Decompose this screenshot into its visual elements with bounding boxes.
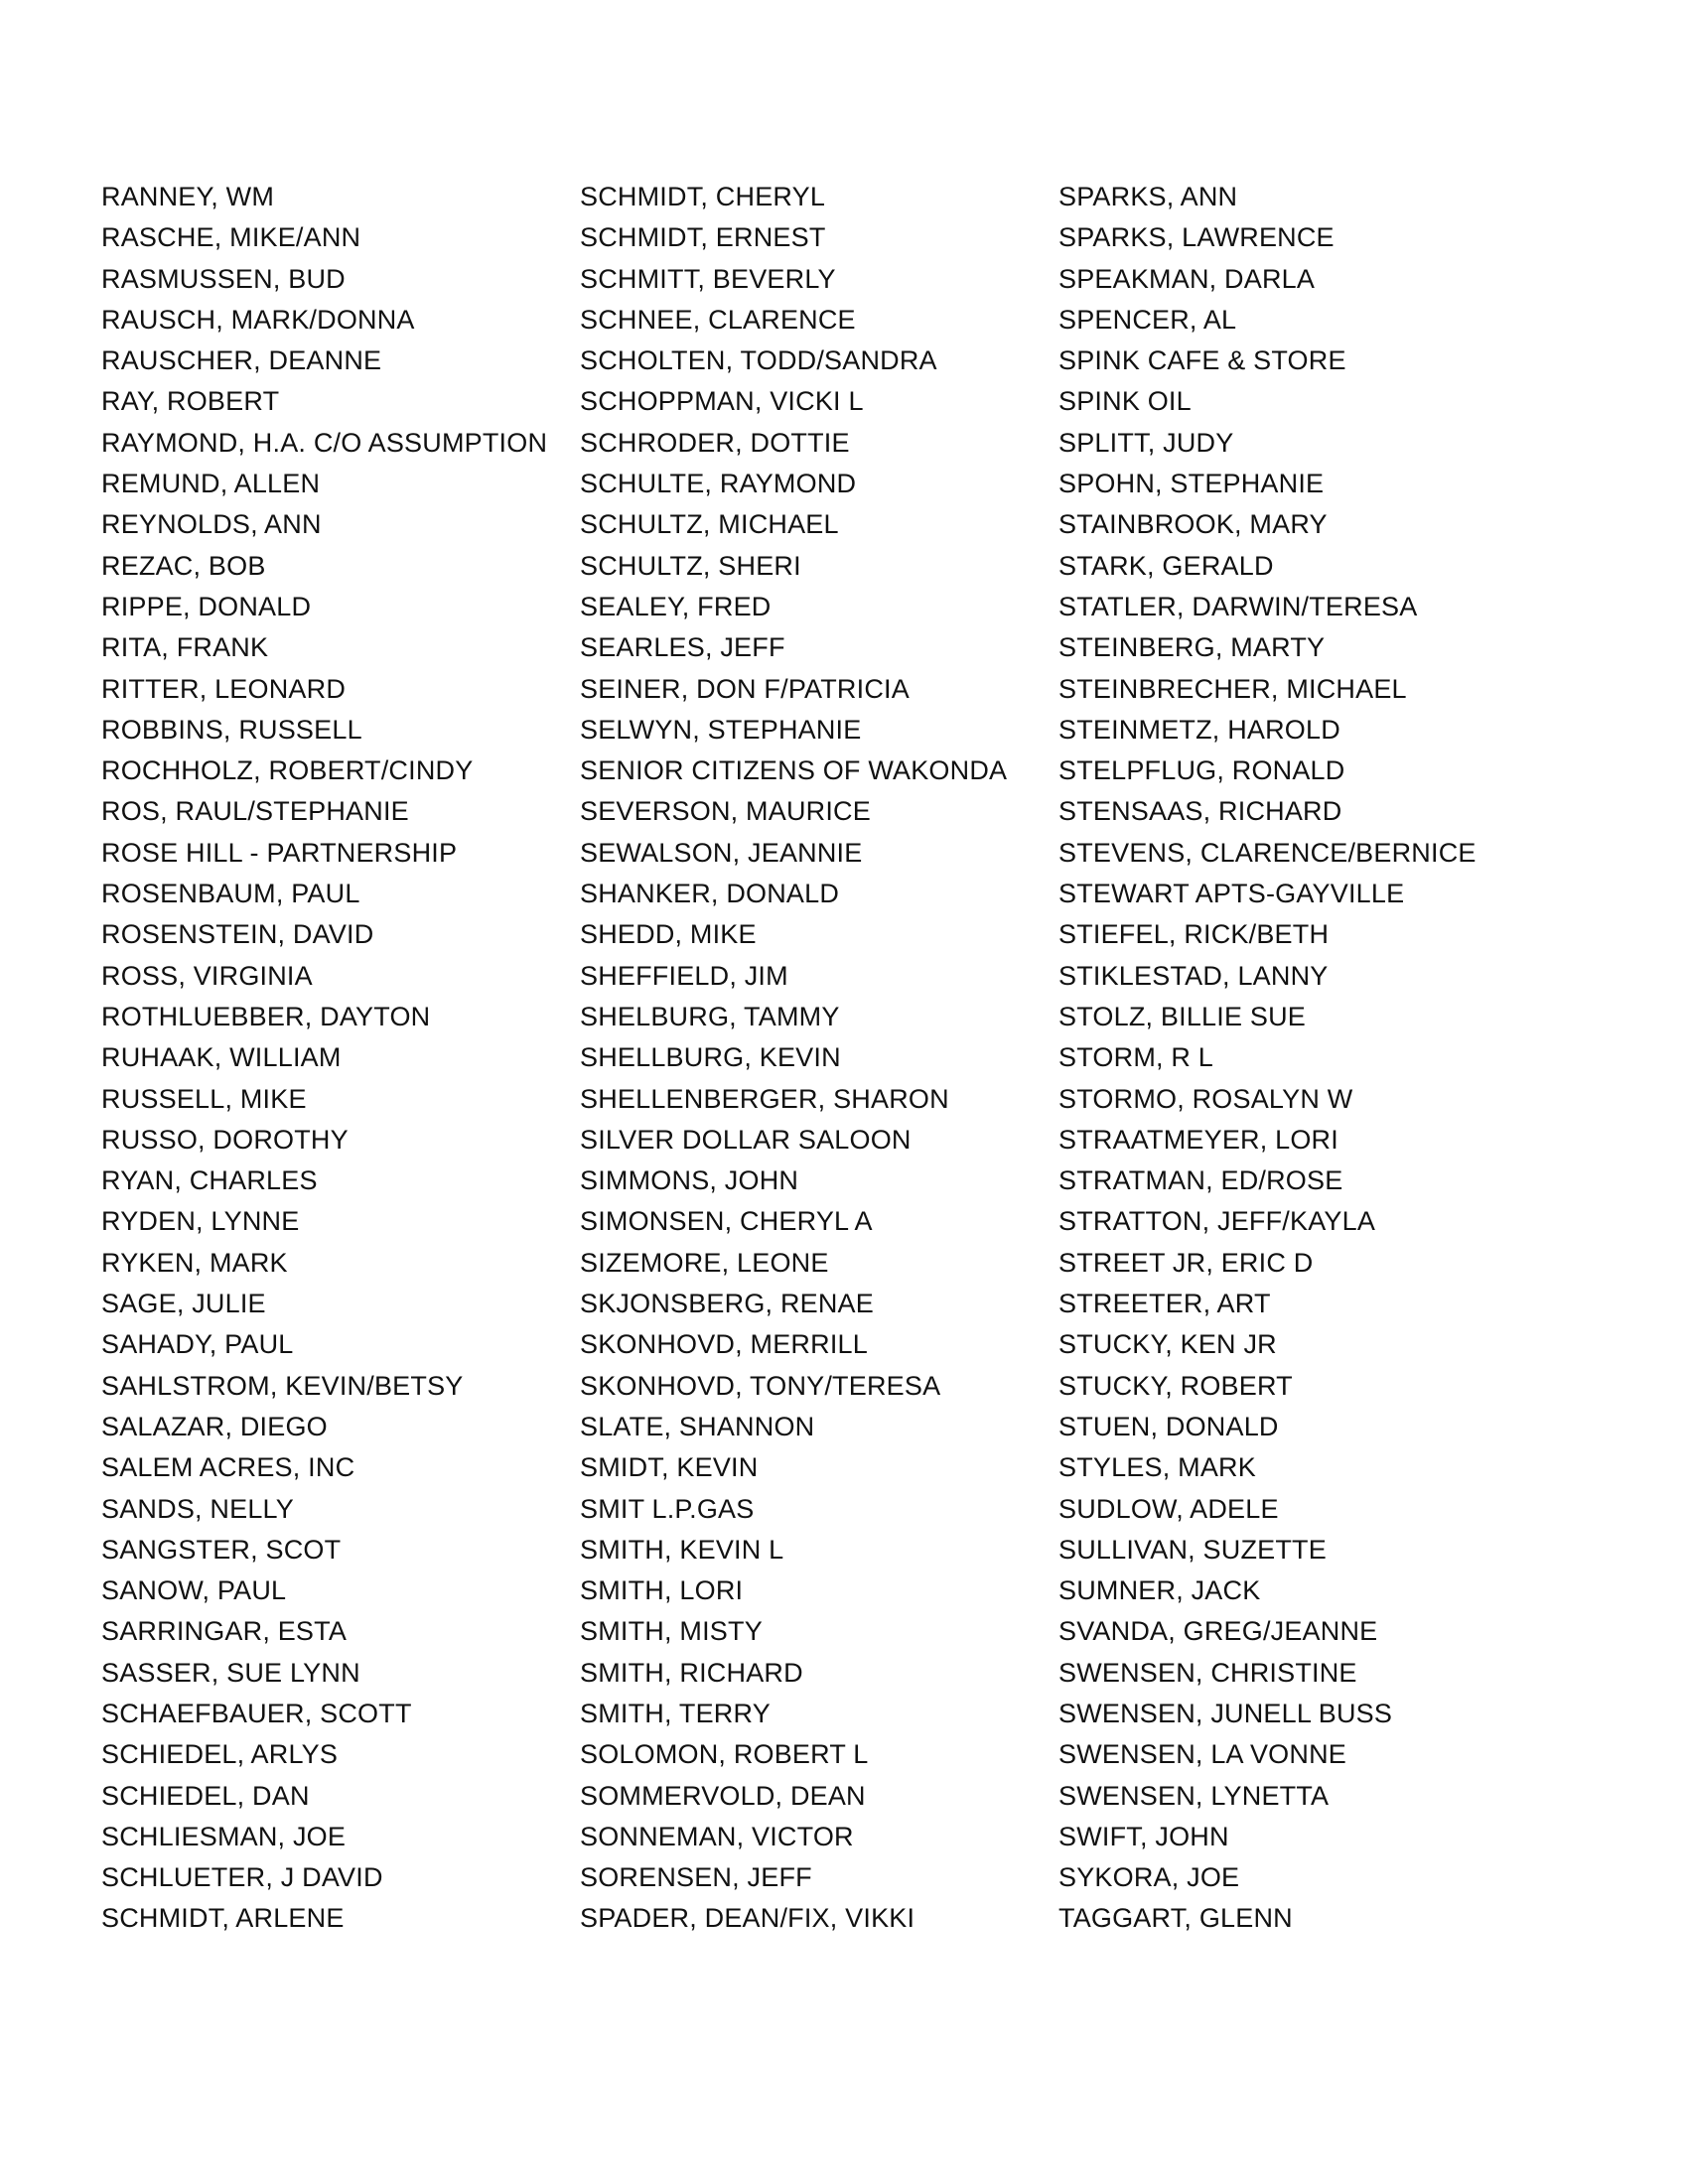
name-entry: SUMNER, JACK bbox=[1058, 1575, 1261, 1606]
name-entry: RAUSCH, MARK/DONNA bbox=[101, 304, 415, 335]
name-entry: SWENSEN, LA VONNE bbox=[1058, 1739, 1346, 1770]
name-entry: SMIDT, KEVIN bbox=[580, 1452, 759, 1483]
name-entry: ROSS, VIRGINIA bbox=[101, 960, 313, 991]
name-entry: REYNOLDS, ANN bbox=[101, 509, 322, 540]
name-entry: SOLOMON, ROBERT L bbox=[580, 1739, 869, 1770]
name-entry: RYKEN, MARK bbox=[101, 1247, 288, 1278]
name-entry: SASSER, SUE LYNN bbox=[101, 1657, 360, 1688]
name-entry: SALAZAR, DIEGO bbox=[101, 1411, 328, 1441]
name-entry: STIKLESTAD, LANNY bbox=[1058, 960, 1329, 991]
name-entry: STENSAAS, RICHARD bbox=[1058, 796, 1342, 827]
name-entry: SILVER DOLLAR SALOON bbox=[580, 1124, 912, 1155]
name-entry: RAYMOND, H.A. C/O ASSUMPTION bbox=[101, 427, 548, 458]
name-entry: SPINK CAFE & STORE bbox=[1058, 345, 1346, 376]
name-entry: SMITH, LORI bbox=[580, 1575, 744, 1606]
name-entry: SMITH, RICHARD bbox=[580, 1657, 803, 1688]
name-entry: SVANDA, GREG/JEANNE bbox=[1058, 1616, 1378, 1647]
name-entry: RIPPE, DONALD bbox=[101, 591, 312, 621]
name-entry: SEVERSON, MAURICE bbox=[580, 796, 871, 827]
name-entry: SARRINGAR, ESTA bbox=[101, 1616, 348, 1647]
name-entry: SPLITT, JUDY bbox=[1058, 427, 1234, 458]
name-entry: SCHMIDT, ERNEST bbox=[580, 222, 826, 253]
name-entry: SANGSTER, SCOT bbox=[101, 1534, 342, 1565]
name-entry: RASCHE, MIKE/ANN bbox=[101, 222, 361, 253]
name-entry: STAINBROOK, MARY bbox=[1058, 509, 1328, 540]
name-entry: STEWART APTS-GAYVILLE bbox=[1058, 879, 1405, 909]
name-entry: SPADER, DEAN/FIX, VIKKI bbox=[580, 1903, 915, 1934]
name-entry: ROSE HILL - PARTNERSHIP bbox=[101, 837, 458, 868]
name-entry: ROCHHOLZ, ROBERT/CINDY bbox=[101, 755, 474, 786]
name-entry: RAY, ROBERT bbox=[101, 386, 280, 417]
name-entry: SCHMIDT, CHERYL bbox=[580, 182, 826, 211]
name-entry: RUSSO, DOROTHY bbox=[101, 1124, 349, 1155]
name-entry: SEARLES, JEFF bbox=[580, 632, 785, 663]
name-entry: SCHULTE, RAYMOND bbox=[580, 469, 857, 499]
name-entry: SPINK OIL bbox=[1058, 386, 1192, 417]
name-entry: STEINMETZ, HAROLD bbox=[1058, 714, 1340, 745]
name-entry: STARK, GERALD bbox=[1058, 550, 1274, 581]
name-entry: SKJONSBERG, RENAE bbox=[580, 1289, 874, 1319]
name-entry: SULLIVAN, SUZETTE bbox=[1058, 1534, 1327, 1565]
name-entry: SAHADY, PAUL bbox=[101, 1329, 294, 1360]
name-entry: SELWYN, STEPHANIE bbox=[580, 714, 862, 745]
name-entry: SCHULTZ, SHERI bbox=[580, 550, 801, 581]
name-entry: SALEM ACRES, INC bbox=[101, 1452, 355, 1483]
name-entry: SHEFFIELD, JIM bbox=[580, 960, 788, 991]
name-entry: SKONHOVD, TONY/TERESA bbox=[580, 1370, 941, 1401]
name-entry: RYAN, CHARLES bbox=[101, 1165, 318, 1196]
name-entry: SANOW, PAUL bbox=[101, 1575, 287, 1606]
name-entry: SPEAKMAN, DARLA bbox=[1058, 263, 1316, 294]
name-entry: SIMMONS, JOHN bbox=[580, 1165, 799, 1196]
name-entry: SMITH, KEVIN L bbox=[580, 1534, 784, 1565]
name-entry: SENIOR CITIZENS OF WAKONDA bbox=[580, 755, 1008, 786]
name-entry: SKONHOVD, MERRILL bbox=[580, 1329, 868, 1360]
name-entry: SWENSEN, CHRISTINE bbox=[1058, 1657, 1357, 1688]
name-entry: SCHULTZ, MICHAEL bbox=[580, 509, 839, 540]
name-entry: SHANKER, DONALD bbox=[580, 879, 840, 909]
name-entry: SCHNEE, CLARENCE bbox=[580, 304, 856, 335]
name-entry: SHELLBURG, KEVIN bbox=[580, 1042, 841, 1073]
name-entry: SOMMERVOLD, DEAN bbox=[580, 1780, 866, 1811]
name-entry: ROTHLUEBBER, DAYTON bbox=[101, 1001, 431, 1031]
name-entry: STREETER, ART bbox=[1058, 1289, 1271, 1319]
name-entry: SAHLSTROM, KEVIN/BETSY bbox=[101, 1370, 464, 1401]
name-entry: SCHLUETER, J DAVID bbox=[101, 1862, 383, 1893]
name-entry: STEINBRECHER, MICHAEL bbox=[1058, 673, 1407, 704]
name-entry: STYLES, MARK bbox=[1058, 1452, 1256, 1483]
name-entry: RITA, FRANK bbox=[101, 632, 269, 663]
name-entry: STOLZ, BILLIE SUE bbox=[1058, 1001, 1306, 1031]
name-entry: STRATMAN, ED/ROSE bbox=[1058, 1165, 1343, 1196]
name-entry: ROSENBAUM, PAUL bbox=[101, 879, 360, 909]
name-entry: SUDLOW, ADELE bbox=[1058, 1493, 1279, 1524]
name-entry: SCHMIDT, ARLENE bbox=[101, 1903, 345, 1934]
name-entry: SCHOLTEN, TODD/SANDRA bbox=[580, 345, 937, 376]
name-column-2 bbox=[580, 177, 1047, 1940]
name-entry: STUCKY, ROBERT bbox=[1058, 1370, 1293, 1401]
name-entry: SWIFT, JOHN bbox=[1058, 1821, 1229, 1851]
name-entry: SEWALSON, JEANNIE bbox=[580, 837, 863, 868]
name-entry: STELPFLUG, RONALD bbox=[1058, 755, 1345, 786]
name-entry: SHELBURG, TAMMY bbox=[580, 1001, 840, 1031]
name-entry: SCHMITT, BEVERLY bbox=[580, 263, 836, 294]
name-entry: SCHIEDEL, ARLYS bbox=[101, 1739, 339, 1770]
name-entry: STORMO, ROSALYN W bbox=[1058, 1083, 1353, 1114]
name-entry: SHELLENBERGER, SHARON bbox=[580, 1083, 949, 1114]
name-entry: STREET JR, ERIC D bbox=[1058, 1247, 1314, 1278]
name-entry: RAUSCHER, DEANNE bbox=[101, 345, 382, 376]
name-entry: SPARKS, LAWRENCE bbox=[1058, 222, 1335, 253]
name-entry: RITTER, LEONARD bbox=[101, 673, 347, 704]
name-entry: REMUND, ALLEN bbox=[101, 469, 321, 499]
name-entry: RASMUSSEN, BUD bbox=[101, 263, 346, 294]
name-entry: TAGGART, GLENN bbox=[1058, 1903, 1293, 1934]
name-entry: SWENSEN, JUNELL BUSS bbox=[1058, 1698, 1393, 1728]
name-entry: STEVENS, CLARENCE/BERNICE bbox=[1058, 837, 1477, 868]
name-entry: SIZEMORE, LEONE bbox=[580, 1247, 829, 1278]
name-entry: SCHIEDEL, DAN bbox=[101, 1780, 310, 1811]
name-entry: SEINER, DON F/PATRICIA bbox=[580, 673, 910, 704]
name-entry: SORENSEN, JEFF bbox=[580, 1862, 812, 1893]
name-entry: RUHAAK, WILLIAM bbox=[101, 1042, 342, 1073]
name-entry: STIEFEL, RICK/BETH bbox=[1058, 919, 1330, 950]
name-entry: SIMONSEN, CHERYL A bbox=[580, 1206, 873, 1237]
name-entry: STUCKY, KEN JR bbox=[1058, 1329, 1277, 1360]
name-entry: REZAC, BOB bbox=[101, 550, 266, 581]
name-entry: SPENCER, AL bbox=[1058, 304, 1237, 335]
name-entry: SPOHN, STEPHANIE bbox=[1058, 469, 1325, 499]
name-entry: SCHLIESMAN, JOE bbox=[101, 1821, 347, 1851]
name-entry: STRAATMEYER, LORI bbox=[1058, 1124, 1338, 1155]
name-entry: ROBBINS, RUSSELL bbox=[101, 714, 362, 745]
name-entry: STEINBERG, MARTY bbox=[1058, 632, 1326, 663]
name-entry: STUEN, DONALD bbox=[1058, 1411, 1279, 1441]
name-entry: STRATTON, JEFF/KAYLA bbox=[1058, 1206, 1376, 1237]
name-entry: STATLER, DARWIN/TERESA bbox=[1058, 591, 1418, 621]
name-entry: SCHRODER, DOTTIE bbox=[580, 427, 850, 458]
name-entry: SMITH, MISTY bbox=[580, 1616, 763, 1647]
name-column-3 bbox=[1058, 177, 1575, 1940]
name-entry: SLATE, SHANNON bbox=[580, 1411, 815, 1441]
name-entry: ROS, RAUL/STEPHANIE bbox=[101, 796, 409, 827]
name-entry: STORM, R L bbox=[1058, 1042, 1214, 1073]
name-entry: SPARKS, ANN bbox=[1058, 182, 1238, 211]
name-entry: ROSENSTEIN, DAVID bbox=[101, 919, 374, 950]
name-entry: SMITH, TERRY bbox=[580, 1698, 771, 1728]
name-entry: SONNEMAN, VICTOR bbox=[580, 1821, 854, 1851]
name-column-1 bbox=[101, 177, 568, 1940]
name-entry: RANNEY, WM bbox=[101, 182, 275, 211]
name-entry: SHEDD, MIKE bbox=[580, 919, 757, 950]
name-entry: SYKORA, JOE bbox=[1058, 1862, 1240, 1893]
name-entry: SCHOPPMAN, VICKI L bbox=[580, 386, 864, 417]
name-entry: SCHAEFBAUER, SCOTT bbox=[101, 1698, 412, 1728]
name-entry: RUSSELL, MIKE bbox=[101, 1083, 307, 1114]
name-entry: RYDEN, LYNNE bbox=[101, 1206, 300, 1237]
name-entry: SWENSEN, LYNETTA bbox=[1058, 1780, 1330, 1811]
name-entry: SAGE, JULIE bbox=[101, 1289, 266, 1319]
name-entry: SMIT L.P.GAS bbox=[580, 1493, 755, 1524]
name-entry: SANDS, NELLY bbox=[101, 1493, 294, 1524]
name-entry: SEALEY, FRED bbox=[580, 591, 772, 621]
